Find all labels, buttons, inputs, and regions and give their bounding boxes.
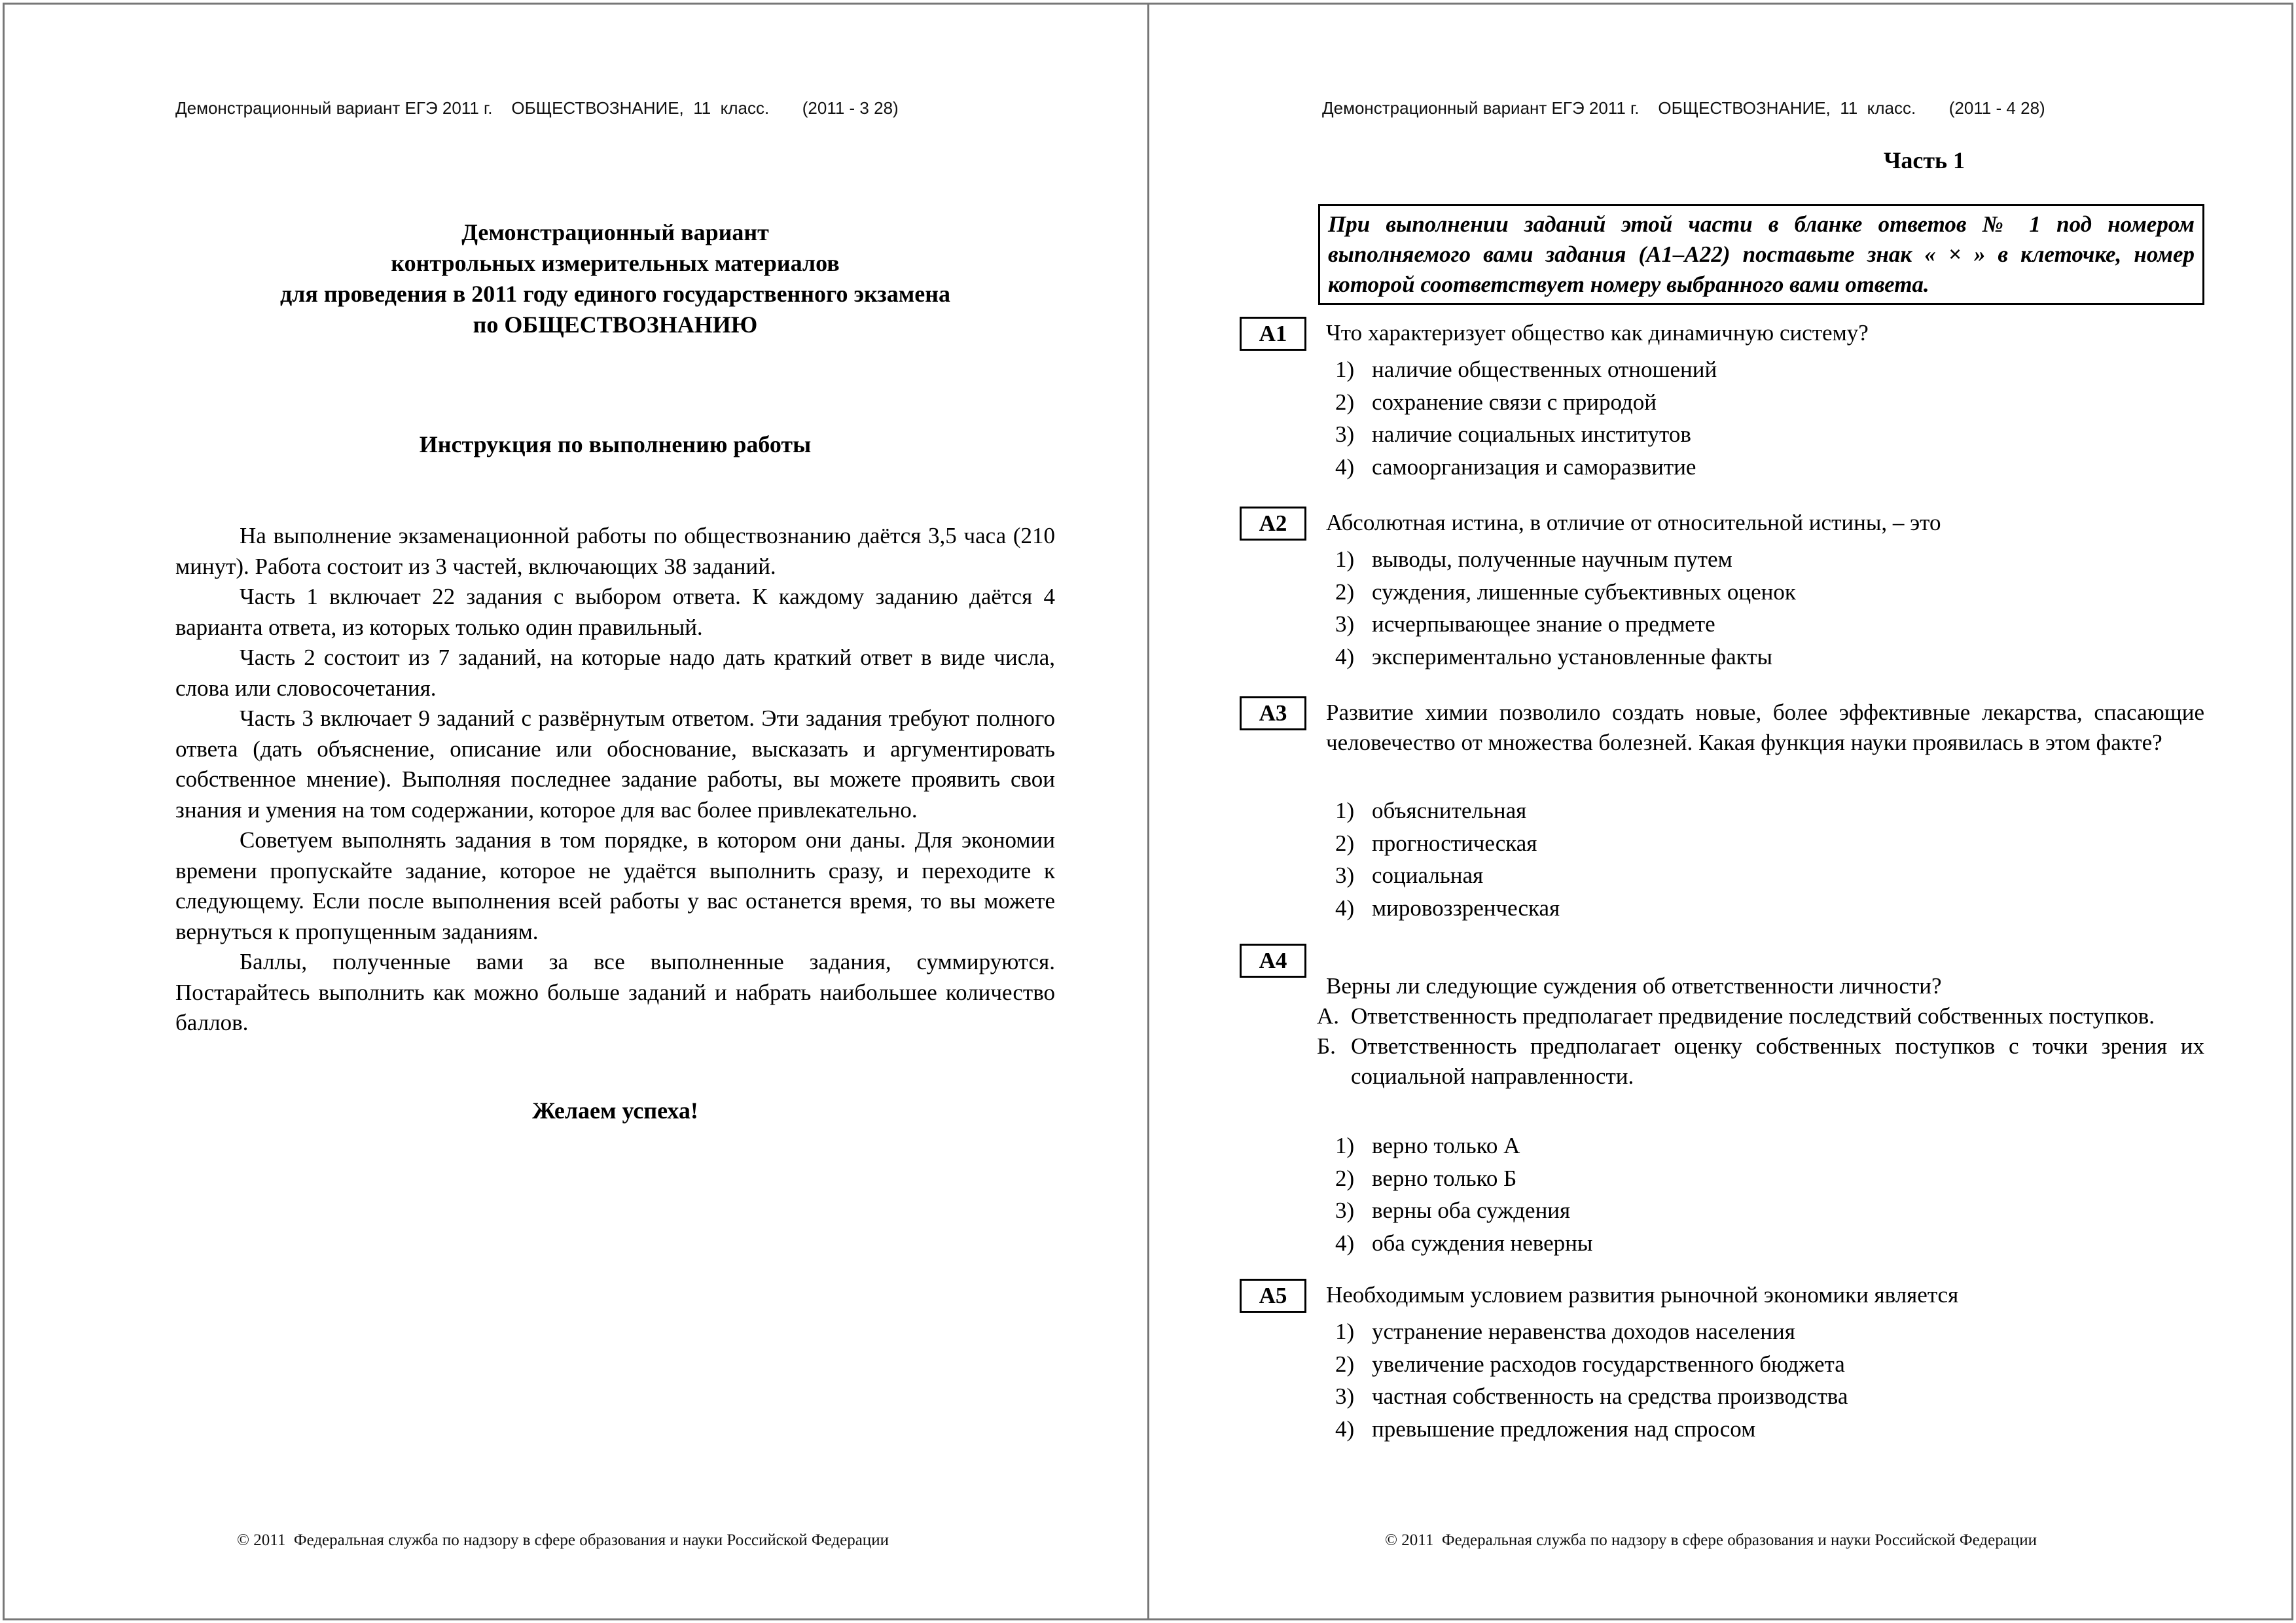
instruction-body: [175, 521, 1055, 1039]
answer-options: [1335, 794, 2199, 924]
option-text: исчерпывающее знание о предмете: [1372, 611, 1715, 637]
answer-instructions-box: При выполнении заданий этой части в бланке ответов № 1 под номером выполняемого вами задания (А1–А22) поставьте знак « × » в клеточке, номер которой соответствует номеру выбранного вами ответа.: [1318, 204, 2204, 305]
option-number: 3): [1335, 421, 1355, 447]
answer-option: [1335, 1162, 2199, 1195]
page-footer: © 2011 Федеральная служба по надзору в сфере образования и науки Российской Федерации: [1385, 1531, 2037, 1549]
right-page: [1148, 0, 2296, 1623]
title-line: Демонстрационный вариант: [461, 219, 769, 245]
option-number: 4): [1335, 1416, 1355, 1442]
answer-option: [1335, 1130, 2199, 1162]
answer-option: [1335, 641, 2199, 673]
answer-option: [1335, 353, 2199, 386]
option-text: прогностическая: [1372, 830, 1537, 856]
option-text: наличие общественных отношений: [1372, 357, 1717, 382]
task-label: А5: [1240, 1279, 1306, 1313]
statement: [1317, 1001, 2204, 1031]
statement-letter: А.: [1317, 1003, 1340, 1029]
option-number: 2): [1335, 1351, 1355, 1377]
option-text: верны оба суждения: [1372, 1198, 1571, 1223]
statement-letter: Б.: [1317, 1033, 1336, 1059]
part-title-text: Часть 1: [1883, 147, 1965, 173]
option-number: 2): [1335, 579, 1355, 605]
answer-option: [1335, 794, 2199, 827]
option-text: объяснительная: [1372, 798, 1527, 823]
option-number: 1): [1335, 357, 1355, 382]
option-text: выводы, полученные научным путем: [1372, 546, 1732, 572]
option-text: экспериментально установленные факты: [1372, 643, 1772, 669]
paragraph: На выполнение экзаменационной работы по обществознанию даётся 3,5 часа (210 минут). Работа состоит из 3 частей, включающих 38 заданий.: [175, 523, 1055, 579]
task-label: А3: [1240, 696, 1306, 730]
instruction-title: Инструкция по выполнению работы: [419, 431, 812, 457]
answer-option: [1335, 543, 2199, 576]
answer-options: [1335, 1315, 2199, 1445]
answer-option: [1335, 1413, 2199, 1446]
paragraph: Советуем выполнять задания в том порядке, в котором они даны. Для экономии времени пропускайте задание, которое не удаётся выполнить сразу, и переходите к следующему. Если после выполнения всей работы у вас останется время, то вы можете вернуться к пропущенным заданиям.: [175, 827, 1055, 944]
paragraph: Часть 1 включает 22 задания с выбором ответа. К каждому заданию даётся 4 варианта ответа, из которых только один правильный.: [175, 584, 1055, 640]
option-text: верно только Б: [1372, 1165, 1517, 1191]
part-title: [1322, 147, 2296, 174]
option-number: 4): [1335, 643, 1355, 669]
task-question: Абсолютная истина, в отличие от относительной истины, – это: [1326, 510, 1941, 535]
option-text: самоорганизация и саморазвитие: [1372, 454, 1696, 480]
task-label: А2: [1240, 507, 1306, 541]
option-text: верно только А: [1372, 1133, 1520, 1158]
task-label: А4: [1240, 944, 1306, 978]
answer-options: [1335, 353, 2199, 483]
document-title: [175, 217, 1055, 340]
option-number: 2): [1335, 1165, 1355, 1191]
option-number: 4): [1335, 454, 1355, 480]
closing-wish: Желаем успеха!: [532, 1097, 698, 1124]
option-number: 2): [1335, 830, 1355, 856]
option-number: 1): [1335, 1133, 1355, 1158]
answer-option: [1335, 1227, 2199, 1260]
paragraph: Баллы, полученные вами за все выполненные задания, суммируются. Постарайтесь выполнить как можно больше заданий и набрать наибольшее количество баллов.: [175, 949, 1055, 1035]
task-question: Необходимым условием развития рыночной экономики является: [1326, 1282, 1959, 1308]
statement: [1317, 1031, 2204, 1092]
option-text: наличие социальных институтов: [1372, 421, 1691, 447]
option-number: 1): [1335, 546, 1355, 572]
answer-option: [1335, 859, 2199, 892]
answer-option: [1335, 608, 2199, 641]
statement-text: Ответственность предполагает предвидение последствий собственных поступков.: [1351, 1003, 2155, 1029]
option-text: сохранение связи с природой: [1372, 389, 1657, 415]
answer-option: [1335, 418, 2199, 451]
answer-options: [1335, 1130, 2199, 1259]
option-text: увеличение расходов государственного бюджета: [1372, 1351, 1845, 1377]
option-text: оба суждения неверны: [1372, 1230, 1593, 1256]
answer-option: [1335, 1380, 2199, 1413]
answer-option: [1335, 1194, 2199, 1227]
running-header: Демонстрационный вариант ЕГЭ 2011 г. ОБЩЕСТВОЗНАНИЕ, 11 класс. (2011 - 3 28): [175, 98, 899, 118]
task-statements: [1317, 1001, 2204, 1092]
option-number: 4): [1335, 895, 1355, 921]
paragraph: Часть 2 состоит из 7 заданий, на которые надо дать краткий ответ в виде числа, слова или словосочетания.: [175, 645, 1055, 701]
option-number: 3): [1335, 1198, 1355, 1223]
option-number: 4): [1335, 1230, 1355, 1256]
task-question: Что характеризует общество как динамичную систему?: [1326, 320, 1869, 346]
title-line: контрольных измерительных материалов: [391, 250, 840, 276]
running-header: Демонстрационный вариант ЕГЭ 2011 г. ОБЩЕСТВОЗНАНИЕ, 11 класс. (2011 - 4 28): [1322, 98, 2045, 118]
task-question: Верны ли следующие суждения об ответственности личности?: [1326, 973, 1942, 999]
option-text: устранение неравенства доходов населения: [1372, 1319, 1795, 1344]
title-line: по ОБЩЕСТВОЗНАНИЮ: [473, 312, 758, 338]
task-question: Развитие химии позволило создать новые, более эффективные лекарства, спасающие человечество от множества болезней. Какая функция науки проявилась в этом факте?: [1326, 700, 2204, 755]
option-number: 3): [1335, 611, 1355, 637]
answer-option: [1335, 892, 2199, 925]
option-text: мировоззренческая: [1372, 895, 1560, 921]
answer-option: [1335, 1348, 2199, 1381]
option-number: 2): [1335, 389, 1355, 415]
answer-option: [1335, 1315, 2199, 1348]
task-label: А1: [1240, 317, 1306, 351]
page-footer: © 2011 Федеральная служба по надзору в сфере образования и науки Российской Федерации: [237, 1531, 889, 1549]
answer-option: [1335, 451, 2199, 484]
option-number: 3): [1335, 1383, 1355, 1409]
paragraph: Часть 3 включает 9 заданий с развёрнутым ответом. Эти задания требуют полного ответа (дать объяснение, описание или обоснование, высказать и аргументировать собственное мнение). Выполняя последнее задание работы, вы можете проявить свои знания и умения на том содержании, которое для вас более привлекательно.: [175, 705, 1055, 823]
option-number: 1): [1335, 798, 1355, 823]
option-number: 1): [1335, 1319, 1355, 1344]
answer-option: [1335, 386, 2199, 419]
answer-option: [1335, 827, 2199, 860]
option-text: превышение предложения над спросом: [1372, 1416, 1756, 1442]
answer-options: [1335, 543, 2199, 673]
option-text: частная собственность на средства производства: [1372, 1383, 1848, 1409]
statement-text: Ответственность предполагает оценку собственных поступков с точки зрения их социальной направленности.: [1351, 1033, 2204, 1089]
option-text: социальная: [1372, 863, 1484, 888]
option-number: 3): [1335, 863, 1355, 888]
title-line: для проведения в 2011 году единого государственного экзамена: [279, 281, 951, 307]
answer-option: [1335, 576, 2199, 609]
option-text: суждения, лишенные субъективных оценок: [1372, 579, 1796, 605]
